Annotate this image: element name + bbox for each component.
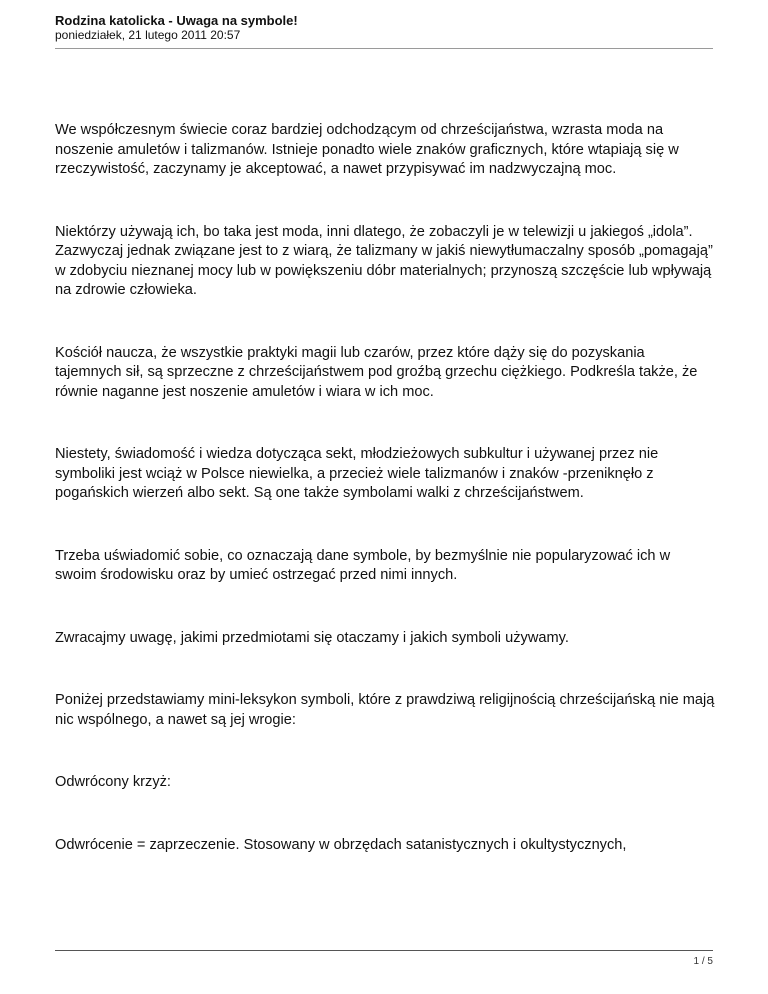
article-body (55, 121, 715, 898)
page-number: 1 / 5 (693, 956, 713, 967)
article-title: Rodzina katolicka - Uwaga na symbole! (55, 13, 298, 28)
paragraph-pay-attention: Zwracajmy uwagę, jakimi przedmiotami się otaczamy i jakich symboli używamy. (55, 629, 569, 646)
paragraph-awareness: Niestety, świadomość i wiedza dotycząca sekt, młodzieżowych subkultur i używanej przez nie symboliki jest wciąż w Polsce niewielka, a przecież wiele talizmanów i znaków -przeniknęło z pogańskich wierzeń albo sekt. Są one także symbolami walki z chrześcijaństwem. (55, 446, 659, 501)
paragraph-intro: We współczesnym świecie coraz bardziej odchodzącym od chrześcijaństwa, wzrasta moda na noszenie amuletów i talizmanów. Istnieje ponadto wiele znaków graficznych, które wtapiają się w rzeczywistość, zaczynamy je akceptować, a nawet przypisywać im nadzwyczajną moc. (55, 122, 679, 177)
article-date: poniedziałek, 21 lutego 2011 20:57 (55, 28, 241, 42)
header-divider (55, 48, 713, 49)
paragraph-church-teaching: Kościół naucza, że wszystkie praktyki magii lub czarów, przez które dąży się do pozyskania tajemnych sił, są sprzeczne z chrześcijaństwem pod groźbą grzechu ciężkiego. Podkreśla także, że równie naganne jest noszenie amuletów i wiara w ich moc. (55, 344, 698, 400)
page-header (55, 13, 713, 43)
paragraph-inverted-cross-description: Odwrócenie = zaprzeczenie. Stosowany w obrzędach satanistycznych i okultystycznych, (55, 836, 627, 853)
paragraph-idols: Niektórzy używają ich, bo taka jest moda, inni dlatego, że zobaczyli je w telewizji u jakiegoś „idola”. Zazwyczaj jednak związane jest to z wiarą, że talizmany w jakiś niewytłumaczalny sposób „pomagają” w zdobyciu nieznanej mocy lub w powiększeniu dóbr materialnych; przynoszą szczęście lub wpływają na zdrowie człowieka. (55, 223, 713, 298)
paragraph-inverted-cross-heading: Odwrócony krzyż: (55, 774, 171, 790)
paragraph-lexicon-intro: Poniżej przedstawiamy mini-leksykon symboli, które z prawdziwą religijnością chrześcijańską nie mają nic wspólnego, a nawet są jej wrogie: (55, 692, 715, 728)
footer-divider (55, 950, 713, 951)
paragraph-understand-symbols: Trzeba uświadomić sobie, co oznaczają dane symbole, by bezmyślnie nie popularyzować ich w swoim środowisku oraz by umieć ostrzegać przed nimi innych. (55, 547, 671, 583)
